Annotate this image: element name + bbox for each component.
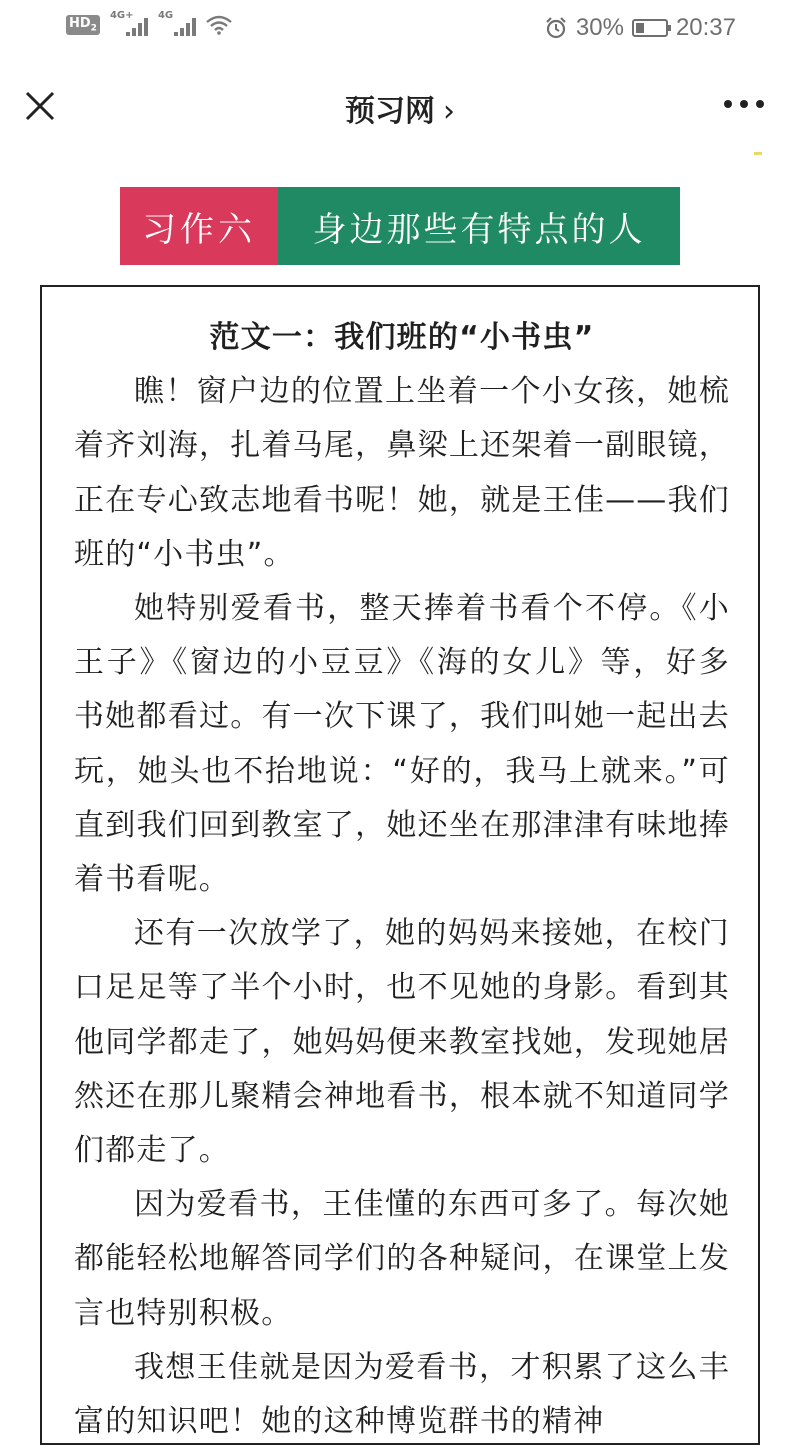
alarm-icon: [544, 16, 568, 40]
clock: 20:37: [675, 14, 736, 41]
nav-title[interactable]: [0, 86, 800, 130]
article: [74, 311, 730, 1445]
paragraph: 还有一次放学了，她的妈妈来接她，在校门口足足等了半个小时，也不见她的身影。看到其他同学都走了，她妈妈便来教室找她，发现她居然还在那儿聚精会神地看书，根本就不知道同学们都走了。: [74, 916, 730, 1169]
banner-label: 习作六: [120, 187, 278, 265]
article-box: [40, 285, 760, 1445]
chevron-right-icon: ›: [443, 94, 455, 129]
article-title: 范文一：我们班的“小书虫”: [209, 320, 595, 355]
paragraph: 瞧！窗户边的位置上坐着一个小女孩，她梳着齐刘海，扎着马尾，鼻梁上还架着一副眼镜，正在专心致志地看书呢！她，就是王佳——我们班的“小书虫”。: [74, 374, 730, 572]
decoration-speck: [754, 152, 762, 155]
more-icon[interactable]: [724, 100, 764, 108]
nav-title-text: 预习网: [345, 94, 435, 129]
paragraph: 因为爱看书，王佳懂的东西可多了。每次她都能轻松地解答同学们的各种疑问，在课堂上发言也特别积极。: [74, 1187, 730, 1331]
signal-icon-2: [157, 10, 196, 36]
signal-icon-1: [109, 10, 148, 36]
battery-icon: [632, 19, 668, 37]
status-bar: [0, 0, 800, 58]
hd-icon: $HD_2$: [66, 15, 100, 35]
paragraph: 她特别爱看书，整天捧着书看个不停。《小王子》《窗边的小豆豆》《海的女儿》等，好多书她都看过。有一次下课了，我们叫她一起出去玩，她头也不抬地说：“好的，我马上就来。”可直到我们回到教室了，她还坐在那津津有味地捧着书看呢。: [74, 591, 730, 898]
wifi-icon: [206, 15, 232, 35]
status-right: [544, 14, 736, 42]
nav-bar: [0, 70, 800, 146]
paragraph: 我想王佳就是因为爱看书，才积累了这么丰富的知识吧！她的这种博览群书的精神: [74, 1349, 730, 1440]
network-label-2: 4G: [157, 10, 174, 21]
network-label-1: 4G+: [109, 10, 134, 21]
battery-percent: 30%: [575, 14, 624, 41]
status-left: [66, 10, 232, 36]
section-banner: [120, 187, 680, 265]
banner-topic: 身边那些有特点的人: [278, 187, 680, 265]
